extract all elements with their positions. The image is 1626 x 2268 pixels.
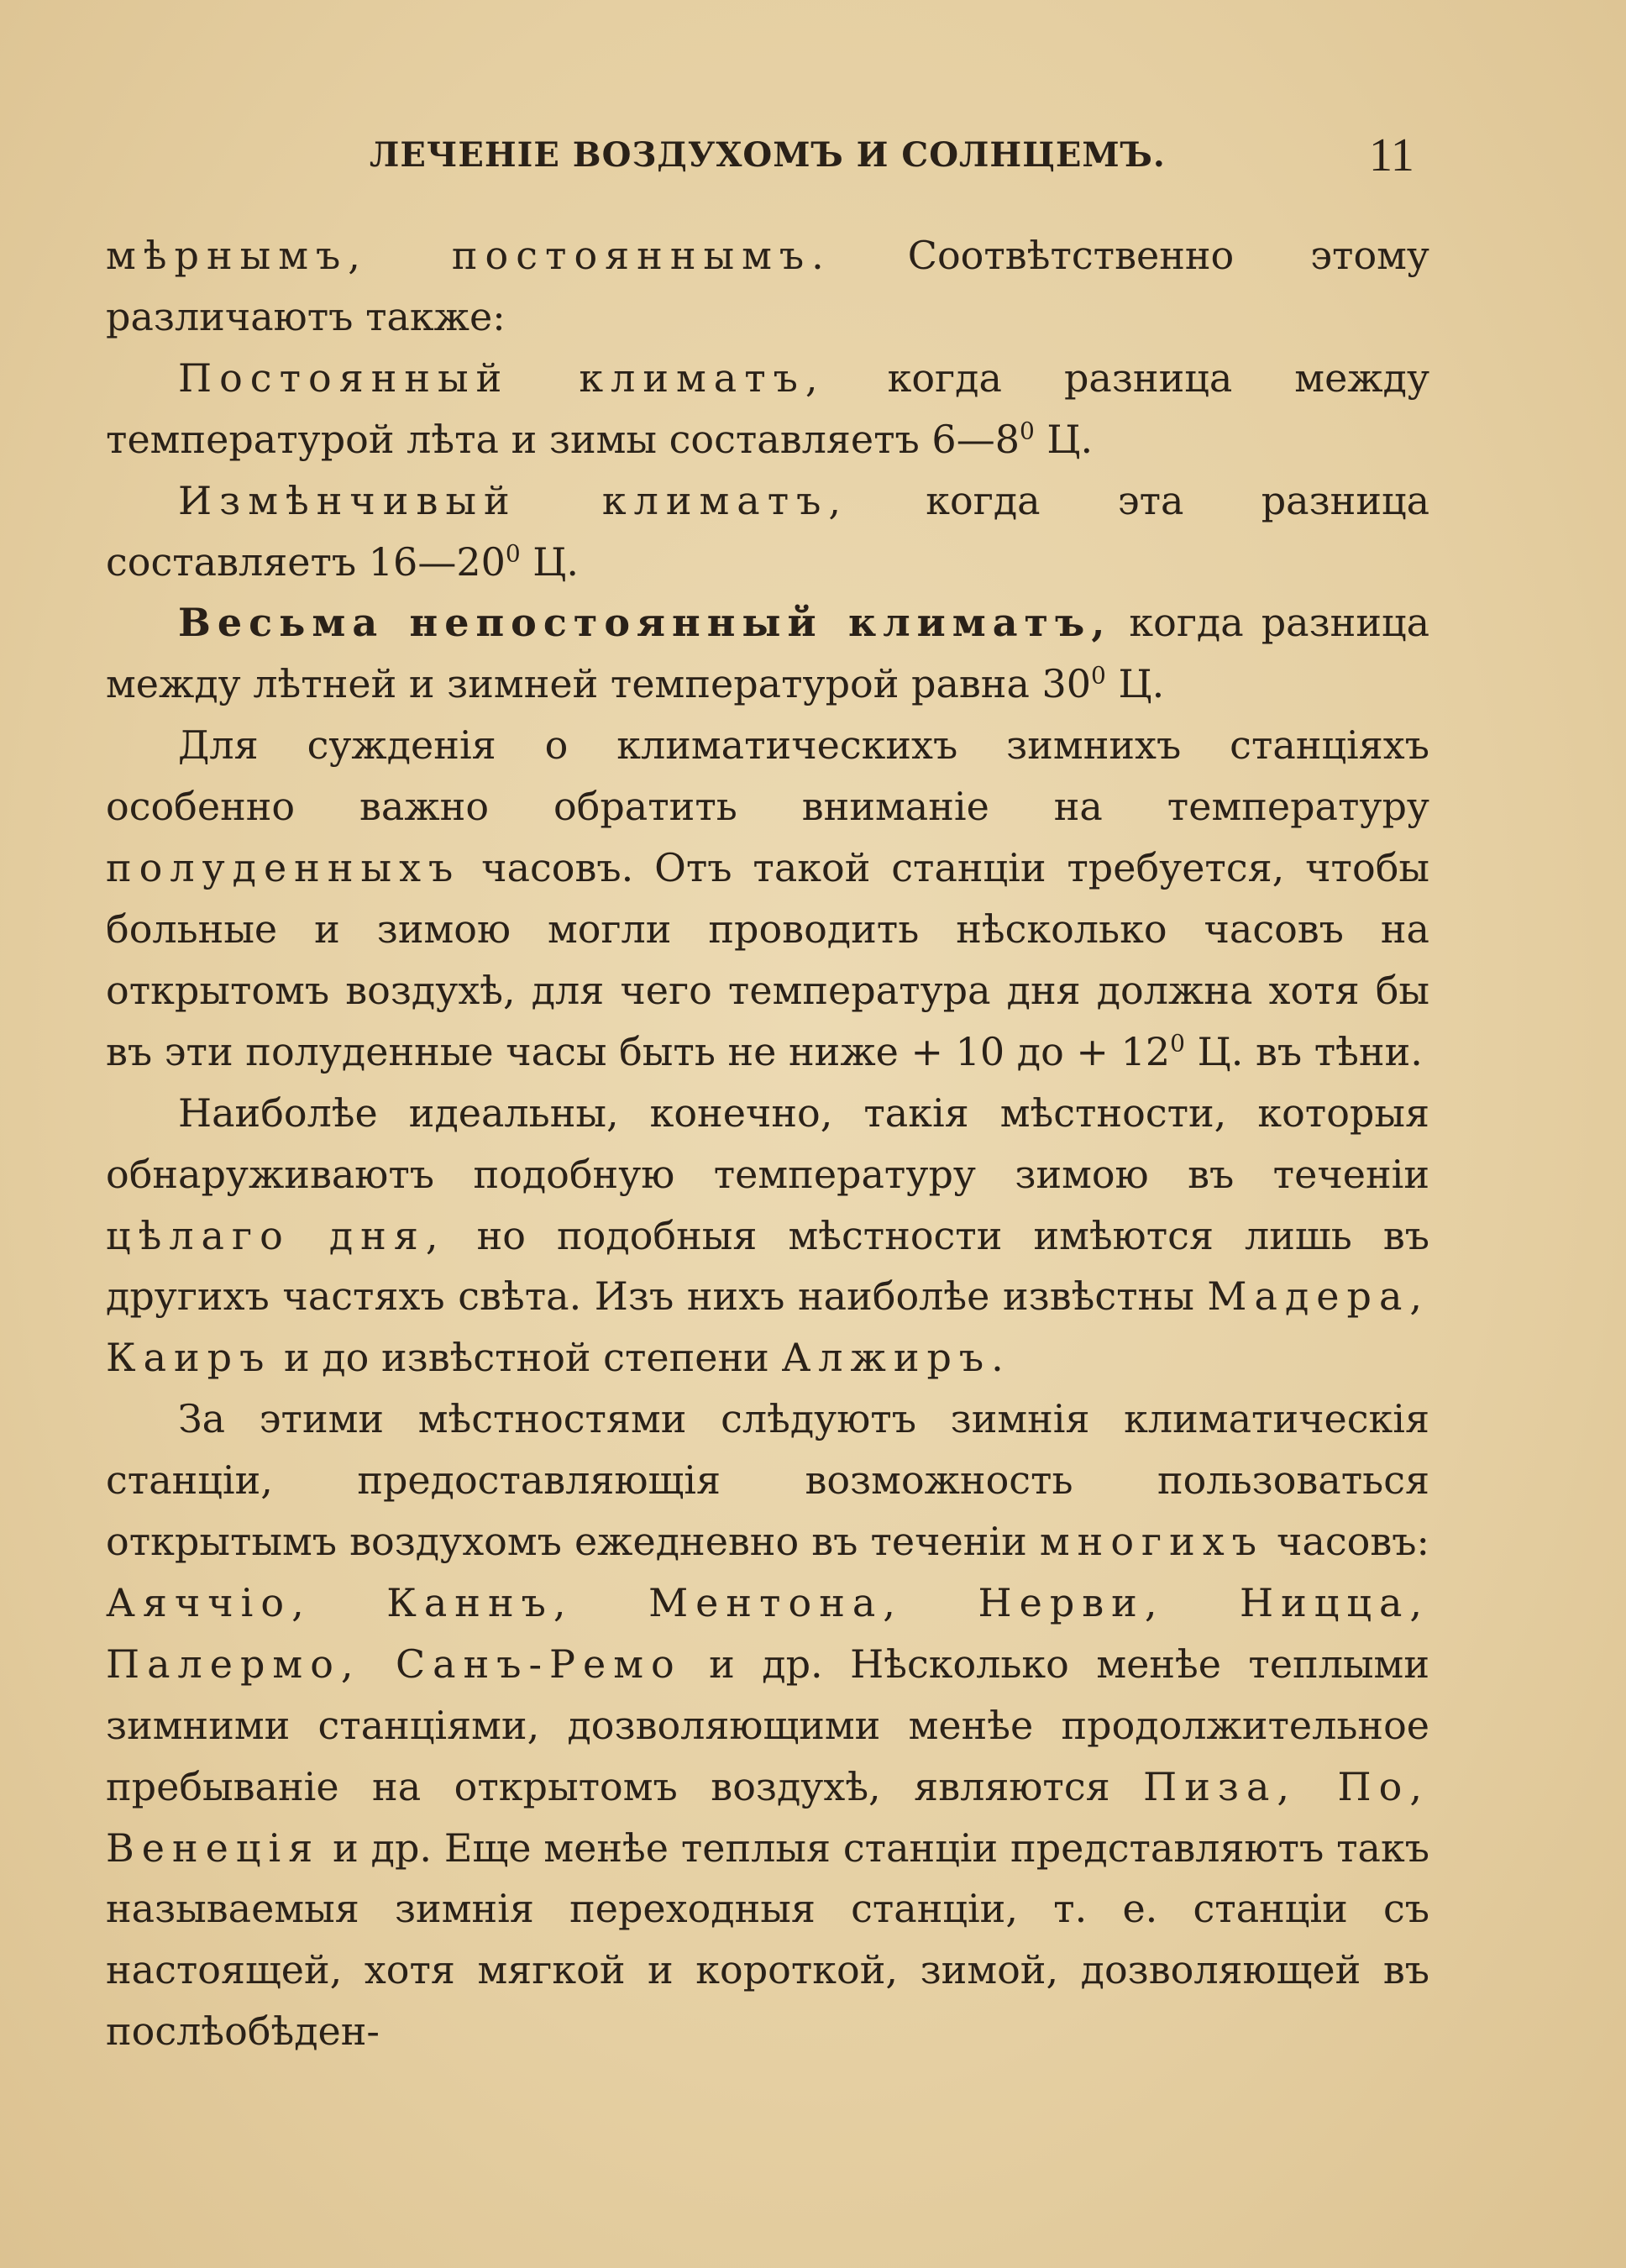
text-run: когда разница между температурой лѣта и зимы составляетъ 6—8 [106, 354, 1430, 462]
emphasis: цѣлаго дня, [106, 1212, 446, 1258]
paragraph-6 [106, 1083, 1429, 1389]
paragraph-3 [106, 470, 1429, 593]
degree-mark: 0 [505, 539, 521, 568]
text-run: Для сужденія о климатическихъ зимнихъ станціяхъ особенно важно обратить вниманіе на температуру [106, 722, 1429, 830]
emphasis: Аяччіо, Каннъ, Ментона, Нерви, Ницца, Палермо, Санъ-Ремо [106, 1579, 1429, 1687]
text-run: Наиболѣе идеальны, конечно, такія мѣстности, которыя обнаруживаютъ подобную температуру зимою въ теченіи [106, 1089, 1429, 1197]
text-run: и др. Еще менѣе теплыя станціи представляютъ такъ называемыя зимнія переходныя станціи, т. е. станціи съ настоящей, хотя мягкой и короткой, зимой, дозволяющей въ послѣобѣден- [106, 1824, 1429, 2055]
text-run: и др. Нѣсколько менѣе теплыми зимними станціями, дозволяющими менѣе продолжительное пребываніе на открытомъ воздухѣ, являются [106, 1641, 1429, 1809]
paragraph-2 [106, 348, 1429, 470]
emphasis: Постоянный климатъ, [178, 354, 826, 401]
degree-mark: 0 [1091, 662, 1106, 690]
text-run: Ц. въ тѣни. [1184, 1028, 1423, 1074]
emphasis: Пиза, По, Венеція [106, 1763, 1429, 1871]
emphasis: полуденныхъ [106, 845, 461, 891]
degree-mark: 0 [1019, 417, 1035, 445]
emphasis: Мадера, Каиръ [106, 1273, 1429, 1381]
emphasis: Алжиръ. [781, 1335, 1011, 1381]
text-run: когда эта разница составляетъ 16—20 [106, 477, 1429, 585]
text-run: Ц. [1105, 661, 1165, 707]
emphasis: многихъ [1039, 1519, 1264, 1565]
emphasis: мѣрнымъ, постояннымъ. [106, 233, 831, 278]
text-run: но подобныя мѣстности имѣются лишь въ другихъ частяхъ свѣта. Изъ нихъ наиболѣе извѣстны [106, 1212, 1429, 1320]
text-run: и до извѣстной степени [271, 1335, 782, 1381]
text-run: когда разница между лѣтней и зимней температурой равна 30 [106, 600, 1429, 707]
paragraph-7 [106, 1389, 1429, 2062]
paragraph-5 [106, 715, 1429, 1082]
text-run: За этими мѣстностями слѣдуютъ зимнія климатическія станціи, предоставляющія возможность пользоваться открытымъ воздухомъ ежедневно въ теченіи [106, 1396, 1429, 1565]
emphasis: Измѣнчивый климатъ, [178, 477, 849, 523]
page-header [0, 126, 1626, 185]
running-title: ЛЕЧЕНІЕ ВОЗДУХОМЪ И СОЛНЦЕМЪ. [370, 135, 1166, 175]
text-run: Соотвѣтственно этому различаютъ также: [106, 233, 1429, 339]
page-number: 11 [1369, 129, 1414, 181]
text-run: часовъ: [1263, 1519, 1430, 1565]
body-text [106, 225, 1429, 2062]
text-run: Ц. [520, 538, 580, 585]
text-run: часовъ. Отъ такой станціи требуется, чтобы больные и зимою могли проводить нѣсколько часовъ на открытомъ воздухѣ, для чего температура дня должна хотя бы въ эти полуденные часы быть не ниже + 10 до + 12 [106, 845, 1429, 1074]
text-run: Ц. [1034, 416, 1094, 462]
degree-mark: 0 [1170, 1029, 1185, 1058]
emphasis: Весьма непостоянный климатъ, [178, 600, 1112, 646]
paragraph-4 [106, 592, 1429, 715]
paragraph-1 [106, 225, 1429, 348]
